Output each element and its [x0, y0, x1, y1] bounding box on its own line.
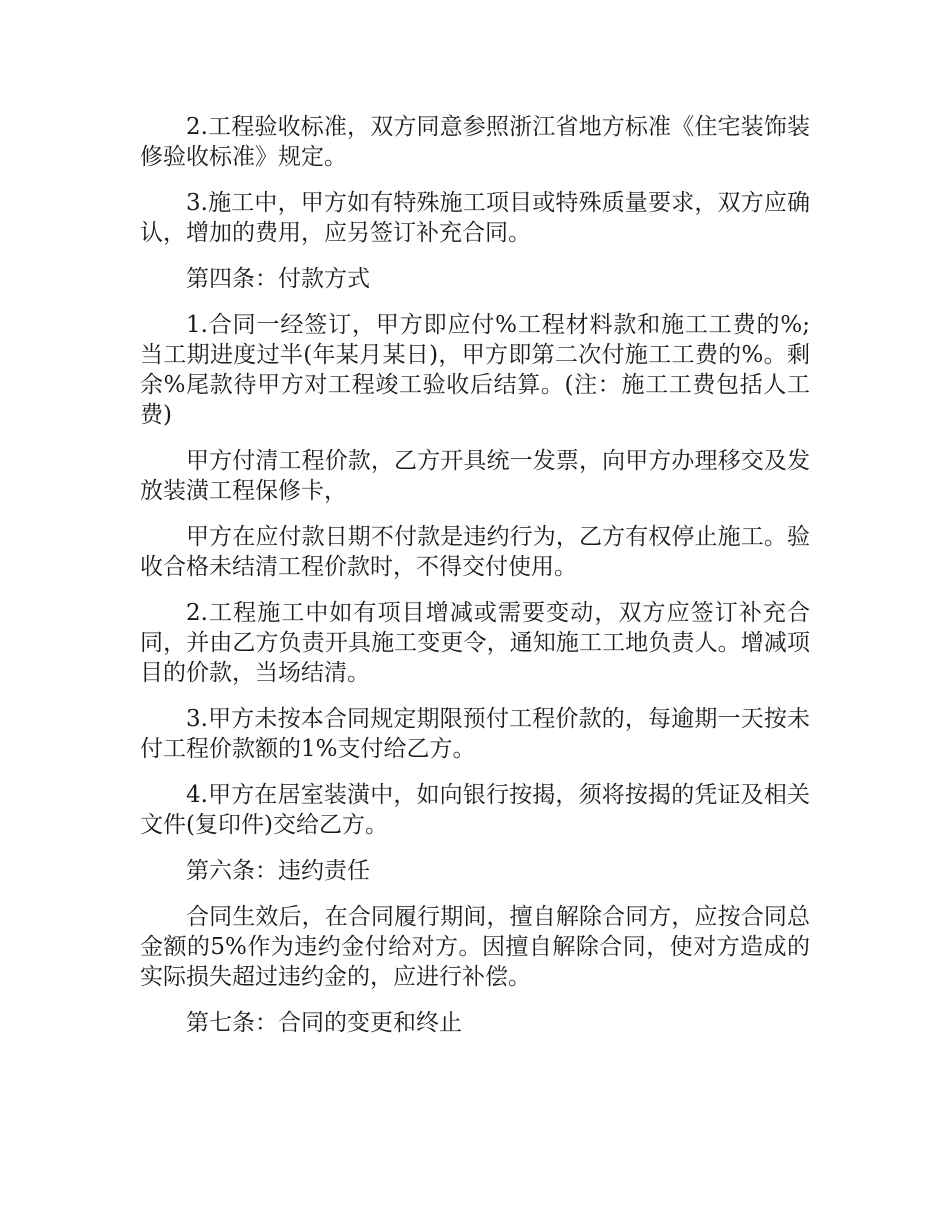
- clause-change-order: 2.工程施工中如有项目增减或需要变动，双方应签订补充合同，并由乙方负责开具施工变更令，通知施工工地负责人。增减项目的价款，当场结清。: [140, 600, 810, 686]
- clause-payment-schedule: 1.合同一经签订，甲方即应付%工程材料款和施工工费的%;当工期进度过半(年某月某日)，甲方即第二次付施工工费的%。剩余%尾款待甲方对工程竣工验收后结算。(注：施工工费包括人工费): [140, 312, 810, 428]
- clause-late-payment-stop: 甲方在应付款日期不付款是违约行为，乙方有权停止施工。验收合格未结清工程价款时，不得交付使用。: [140, 524, 810, 580]
- section-heading-payment: 第四条：付款方式: [186, 266, 370, 292]
- clause-acceptance-standard: 2.工程验收标准，双方同意参照浙江省地方标准《住宅装饰装修验收标准》规定。: [140, 114, 810, 170]
- section-heading-breach: 第六条：违约责任: [186, 858, 370, 884]
- clause-overdue-penalty: 3.甲方未按本合同规定期限预付工程价款的，每逾期一天按未付工程价款额的1%支付给乙方。: [140, 706, 810, 762]
- clause-invoice-handover: 甲方付清工程价款，乙方开具统一发票，向甲方办理移交及发放装潢工程保修卡，: [140, 448, 810, 504]
- section-heading-change-termination: 第七条：合同的变更和终止: [186, 1010, 462, 1036]
- clause-mortgage-documents: 4.甲方在居室装潢中，如向银行按揭，须将按揭的凭证及相关文件(复印件)交给乙方。: [140, 782, 810, 838]
- clause-breach-liability: 合同生效后，在合同履行期间，擅自解除合同方，应按合同总金额的5%作为违约金付给对方。因擅自解除合同，使对方造成的实际损失超过违约金的，应进行补偿。: [140, 904, 810, 990]
- clause-special-requirements: 3.施工中，甲方如有特殊施工项目或特殊质量要求，双方应确认，增加的费用，应另签订补充合同。: [140, 190, 810, 246]
